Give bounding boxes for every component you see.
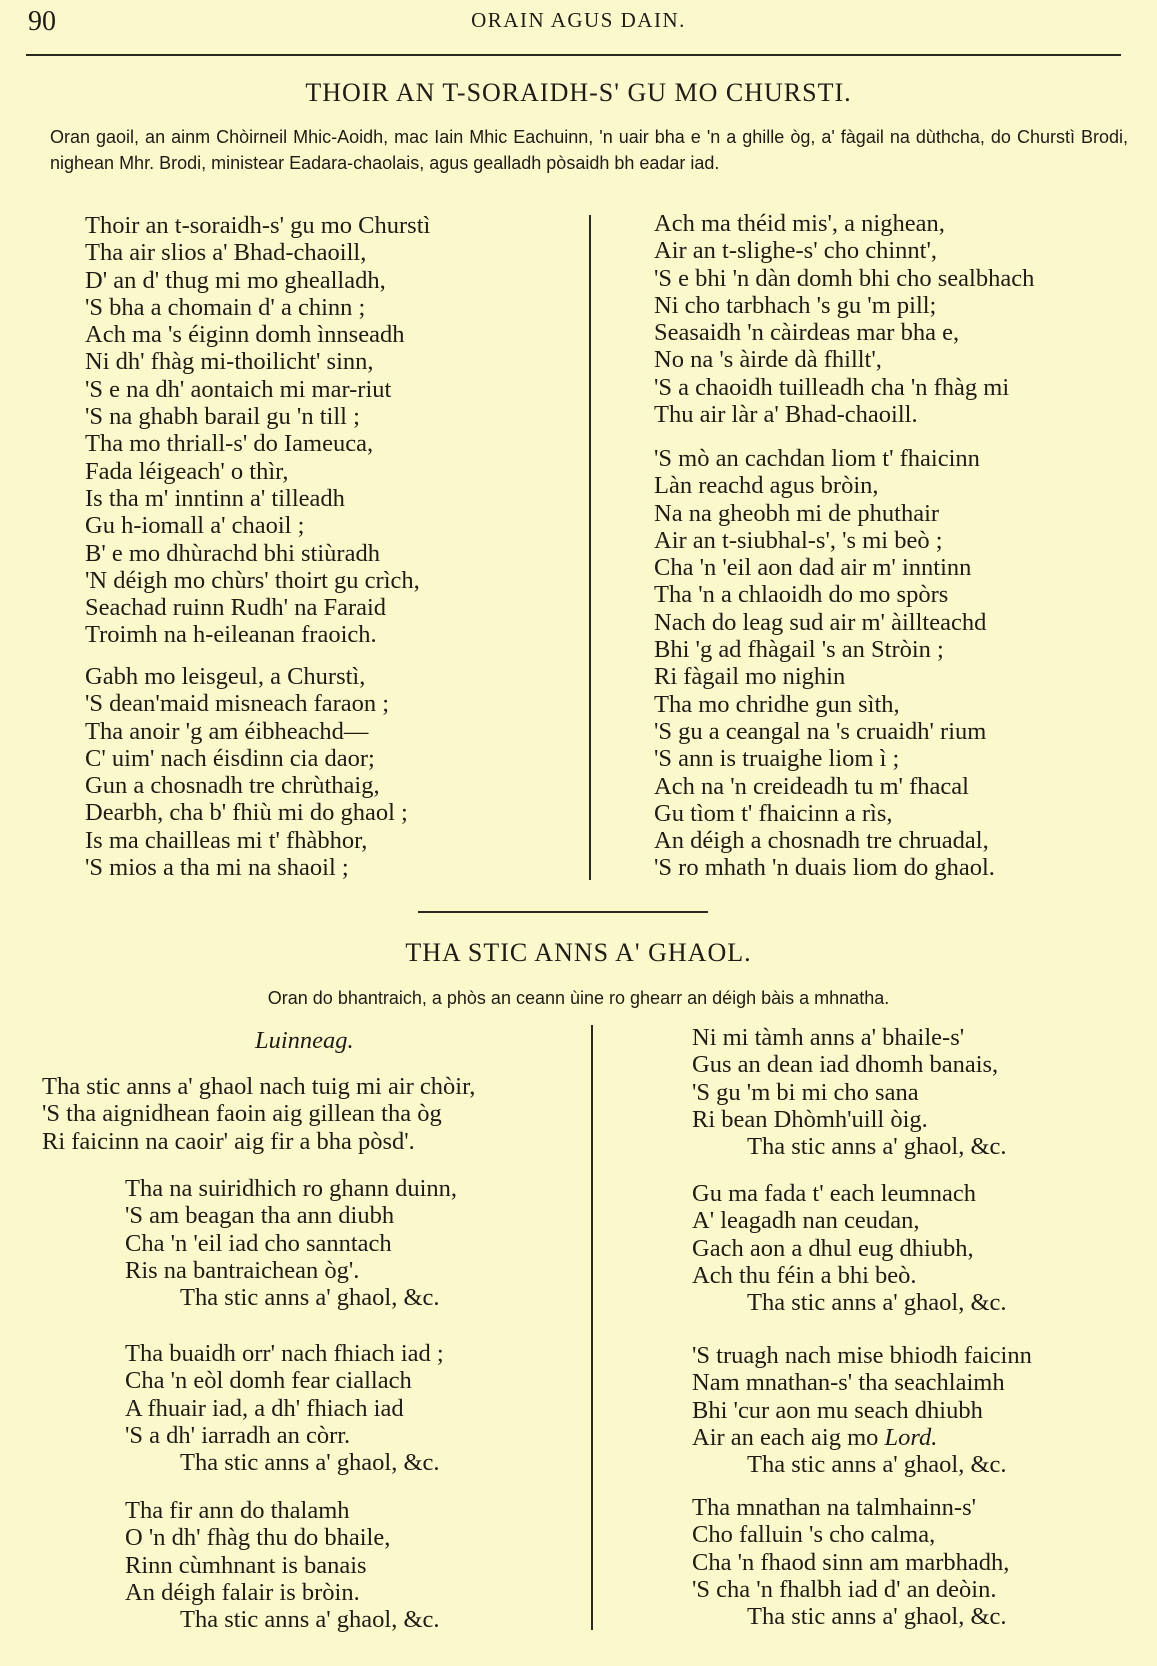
verse-line: Tha air slios a' Bhad-chaoill, [85,239,367,267]
verse-line: B' e mo dhùrachd bhi stiùradh [85,539,380,567]
header-rule [26,54,1121,56]
verse-line: Ach na 'n creideadh tu m' fhacal [654,772,969,800]
refrain-line: Tha stic anns a' ghaol, &c. [747,1289,1007,1317]
verse-line: Troimh na h-eileanan fraoich. [85,621,377,649]
verse-line: Thoir an t-soraidh-s' gu mo Churstì [85,212,431,239]
verse-line: Cha 'n fhaod sinn am marbhadh, [692,1548,1010,1576]
verse-line: Nam mnathan-s' tha seachlaimh [692,1369,1005,1397]
verse-line: Gabh mo leisgeul, a Churstì, [85,663,366,690]
verse-line: 'S mò an cachdan liom t' fhaicinn [654,445,980,472]
chorus-heading-text: Luinneag. [255,1027,354,1054]
verse-line: 'S mios a tha mi na shaoil ; [85,854,349,882]
running-title: ORAIN AGUS DAIN. [471,8,686,32]
poem2-left-stanza-3 [125,1497,440,1633]
verse-line: 'S dean'maid misneach faraon ; [85,690,390,718]
verse-line: Thu air làr a' Bhad-chaoill. [654,401,918,429]
verse-line: Ach ma 's éiginn domh ìnnseadh [85,321,405,349]
verse-line: 'S bha a chomain d' a chinn ; [85,293,366,321]
verse-line: Tha na suiridhich ro ghann duinn, [125,1175,458,1202]
refrain-line: Tha stic anns a' ghaol, &c. [180,1449,440,1477]
verse-line: Gu ma fada t' each leumnach [692,1180,976,1207]
verse-line: Fada léigeach' o thìr, [85,457,289,485]
verse-line: Na na gheobh mi de phuthair [654,499,940,527]
poem2-right-stanza-3 [692,1342,1032,1478]
verse-line: An déigh a chosnadh tre chruadal, [654,827,989,855]
verse-line: Ni mi tàmh anns a' bhaile-s' [692,1024,965,1051]
verse-line: Is tha m' inntinn a' tilleadh [85,484,345,512]
verse-line: Ni cho tarbhach 's gu 'm pill; [654,291,937,319]
verse-line: 'S tha aignidhean faoin aig gillean tha òg [42,1100,442,1128]
verse-line: Ach ma théid mis', a nighean, [654,210,945,237]
verse-line: Bhi 'cur aon mu seach dhiubh [692,1396,983,1424]
verse-line: 'S na ghabh barail gu 'n till ; [85,403,360,431]
poem2-title: THA STIC ANNS A' GHAOL. [405,938,752,967]
refrain-line: Tha stic anns a' ghaol, &c. [747,1603,1007,1631]
verse-line: Nach do leag sud air m' àillteachd [654,608,987,636]
verse-line: An déigh falair is bròin. [125,1578,360,1606]
verse-line: O 'n dh' fhàg thu do bhaile, [125,1524,391,1552]
verse-line: 'S gu a ceangal na 's cruaidh' rium [654,717,987,745]
verse-line: Cha 'n 'eil aon dad air m' inntinn [654,554,972,582]
verse-line: No na 's àirde dà fhillt', [654,346,882,374]
verse-line: Gu h-iomall a' chaoil ; [85,512,305,540]
verse-line: Ni dh' fhàg mi-thoilicht' sinn, [85,348,374,376]
verse-line: Seachad ruinn Rudh' na Faraid [85,594,387,622]
verse-line: 'S e na dh' aontaich mi mar-riut [85,375,392,403]
poem1-right-stanza-1 [654,210,1034,428]
verse-line: Tha mo thriall-s' do Iameuca, [85,430,374,458]
page-number: 90 [28,6,56,37]
refrain-line: Tha stic anns a' ghaol, &c. [180,1284,440,1312]
verse-line: Gu tìom t' fhaicinn a rìs, [654,799,893,827]
verse-line: Air an t-slighe-s' cho chinnt', [654,237,938,265]
lord-line-prefix: Air an each aig mo [692,1423,885,1451]
poem1-right-stanza-2 [654,445,995,882]
poem2-right-stanza-1 [692,1024,1007,1160]
poem2-chorus [42,1073,475,1155]
refrain-line: Tha stic anns a' ghaol, &c. [180,1606,440,1634]
verse-line: Ach thu féin a bhi beò. [692,1261,917,1289]
chorus-heading [255,1027,354,1054]
lord-emphasis: Lord. [884,1423,938,1451]
verse-line: D' an d' thug mi mo ghealladh, [85,266,386,294]
verse-line: Gus an dean iad dhomh banais, [692,1051,999,1079]
verse-line: Is ma chailleas mi t' fhàbhor, [85,826,368,854]
verse-line: Ri fàgail mo nighin [654,663,846,691]
verse-line: 'S a chaoidh tuilleadh cha 'n fhàg mi [654,373,1010,401]
verse-line: Rinn cùmhnant is banais [125,1551,367,1579]
verse-line: 'S ro mhath 'n duais liom do ghaol. [654,854,995,882]
refrain-line: Tha stic anns a' ghaol, &c. [747,1451,1007,1479]
verse-line: Tha stic anns a' ghaol nach tuig mi air chòir, [42,1073,476,1100]
verse-line: Làn reachd agus bròin, [654,472,879,500]
verse-line: 'S e bhi 'n dàn domh bhi cho sealbhach [654,264,1035,292]
verse-line: Tha mo chridhe gun sìth, [654,690,900,718]
lord-line [692,1424,1032,1451]
verse-line: Tha anoir 'g am éibheachd— [85,717,369,745]
verse-line: 'S ann is truaighe liom ì ; [654,745,900,773]
poem2-right-stanza-2 [692,1180,1007,1316]
verse-line: Cha 'n 'eil iad cho sanntach [125,1229,392,1257]
verse-line: 'S gu 'm bi mi cho sana [692,1078,919,1106]
verse-line: Ris na bantraichean òg'. [125,1256,360,1284]
refrain-line: Tha stic anns a' ghaol, &c. [747,1133,1007,1161]
verse-line: C' uim' nach éisdinn cia daor; [85,744,375,772]
verse-line: Ri bean Dhòmh'uill òig. [692,1105,928,1133]
poem1-left-stanza-1 [85,212,430,649]
poem2-left-stanza-2 [125,1340,444,1476]
verse-line: A' leagadh nan ceudan, [692,1207,920,1235]
poem1-intro: Oran gaoil, an ainm Chòirneil Mhic-Aoidh, mac Iain Mhic Eachuinn, 'n uair bha e 'n a ghille òg, a' fàgail na dùthcha, do Churstì Brodi, nighean Mhr. Brodi, ministear Eadara-chaolais, agus gealladh pòsaidh bh eadar iad. [50,127,1128,173]
verse-line: Gun a chosnadh tre chrùthaig, [85,772,380,800]
poem1-left-stanza-2 [85,663,408,881]
verse-line: Bhi 'g ad fhàgail 's an Stròin ; [654,636,944,664]
verse-line: Gach aon a dhul eug dhiubh, [692,1234,974,1262]
section-divider [418,911,708,913]
poem2-column-rule [591,1025,593,1630]
poem1-column-rule [589,215,591,880]
verse-line: 'S am beagan tha ann diubh [125,1202,395,1230]
verse-line: Air an t-siubhal-s', 's mi beò ; [654,526,943,554]
verse-line: Cho falluin 's cho calma, [692,1521,936,1549]
poem1-title: THOIR AN T-SORAIDH-S' GU MO CHURSTI. [305,78,852,107]
verse-line: Seasaidh 'n càirdeas mar bha e, [654,319,960,347]
poem2-left-stanza-1 [125,1175,457,1311]
verse-line: Tha 'n a chlaoidh do mo spòrs [654,581,949,609]
verse-line: Ri faicinn na caoir' aig fir a bha pòsd'. [42,1127,415,1155]
verse-line: Tha fir ann do thalamh [125,1497,350,1524]
verse-line: Tha buaidh orr' nach fhiach iad ; [125,1340,444,1367]
poem2-intro: Oran do bhantraich, a phòs an ceann ùine ro ghearr an déigh bàis a mhnatha. [267,988,890,1008]
verse-line: 'S a dh' iarradh an còrr. [125,1421,351,1449]
verse-line: Dearbh, cha b' fhiù mi do ghaol ; [85,799,408,827]
verse-line: Tha mnathan na talmhainn-s' [692,1494,977,1521]
poem2-right-stanza-4 [692,1494,1009,1630]
verse-line: 'S truagh nach mise bhiodh faicinn [692,1342,1032,1369]
verse-line: 'N déigh mo chùrs' thoirt gu crìch, [85,566,420,594]
verse-line: A fhuair iad, a dh' fhiach iad [125,1394,404,1422]
verse-line: Cha 'n eòl domh fear ciallach [125,1367,412,1395]
verse-line: 'S cha 'n fhalbh iad d' an deòin. [692,1575,997,1603]
